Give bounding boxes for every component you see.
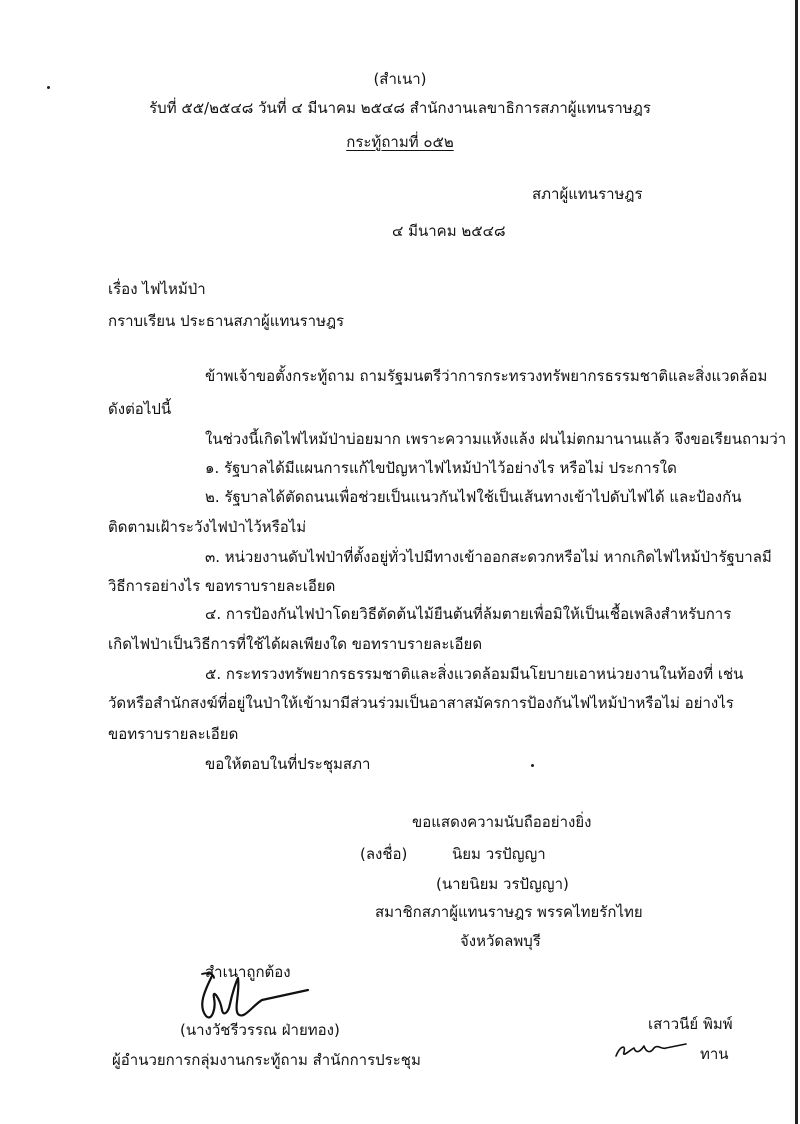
intro-line-1: ข้าพเจ้าขอตั้งกระทู้ถาม ถามรัฐมนตรีว่าการกระทรวงทรัพยากรธรรมชาติและสิ่งแวดล้อม xyxy=(205,367,768,385)
certification-label: สำเนาถูกต้อง xyxy=(205,963,291,981)
typist-name: เสาวนีย์ พิมพ์ xyxy=(648,1015,733,1033)
salutation: กราบเรียน ประธานสภาผู้แทนราษฎร xyxy=(108,312,345,330)
question-5-line-1: ๕. กระทรวงทรัพยากรธรรมชาติและสิ่งแวดล้อมมีนโยบายเอาหน่วยงานในท้องที่ เช่น xyxy=(205,665,744,683)
question-3-line-2: วิธีการอย่างไร ขอทราบรายละเอียด xyxy=(108,577,336,595)
checker-label: ทาน xyxy=(700,1045,729,1063)
question-3-line-1: ๓. หน่วยงานดับไฟป่าที่ตั้งอยู่ทั่วไปมีทางเข้าออกสะดวกหรือไม่ หากเกิดไฟไหม้ป่ารัฐบาลมี xyxy=(205,548,772,566)
question-1: ๑. รัฐบาลได้มีแผนการแก้ไขปัญหาไฟไหม้ป่าไว้อย่างไร หรือไม่ ประการใด xyxy=(205,459,677,477)
subject: เรื่อง ไฟไหม้ป่า xyxy=(108,280,206,298)
received-line: รับที่ ๕๕/๒๕๔๘ วันที่ ๔ มีนาคม ๒๕๔๘ สำนักงานเลขาธิการสภาผู้แทนราษฎร xyxy=(149,99,651,117)
question-5-line-3: ขอทราบรายละเอียด xyxy=(108,725,239,743)
certifier-name: (นางวัชรีวรรณ ฝ่ายทอง) xyxy=(180,1021,340,1039)
checker-signature xyxy=(612,1040,694,1062)
question-4-line-2: เกิดไฟป่าเป็นวิธีการที่ใช้ได้ผลเพียงใด ขอทราบรายละเอียด xyxy=(108,635,483,653)
sender-place: สภาผู้แทนราษฎร xyxy=(532,185,643,203)
printed-name: (นายนิยม วรปัญญา) xyxy=(436,875,569,893)
certifier-signature xyxy=(190,968,320,1026)
intro-line-2: ดังต่อไปนี้ xyxy=(108,400,172,418)
question-2-line-2: ติดตามเฝ้าระวังไฟป่าไว้หรือไม่ xyxy=(108,518,307,536)
page-edge-line xyxy=(795,0,798,1124)
answer-request: ขอให้ตอบในที่ประชุมสภา xyxy=(205,755,371,773)
signed-label: (ลงชื่อ) xyxy=(360,845,408,863)
scan-speck xyxy=(531,764,534,767)
scan-speck xyxy=(47,86,50,89)
closing-regards: ขอแสดงความนับถืออย่างยิ่ง xyxy=(412,813,592,831)
question-2-line-1: ๒. รัฐบาลได้ตัดถนนเพื่อช่วยเป็นแนวกันไฟใช้เป็นเส้นทางเข้าไปดับไฟได้ และป้องกัน xyxy=(205,488,742,506)
member-province: จังหวัดลพบุรี xyxy=(460,932,541,950)
document-date: ๔ มีนาคม ๒๕๔๘ xyxy=(392,222,506,240)
member-position: สมาชิกสภาผู้แทนราษฎร พรรคไทยรักไทย xyxy=(375,903,643,921)
signed-name: นิยม วรปัญญา xyxy=(452,845,546,863)
question-5-line-2: วัดหรือสำนักสงฆ์ที่อยู่ในป่าให้เข้ามามีส่วนร่วมเป็นอาสาสมัครการป้องกันไฟไหม้ป่าหรือไม่ อย่างไร xyxy=(108,694,734,712)
question-4-line-1: ๔. การป้องกันไฟป่าโดยวิธีตัดต้นไม้ยืนต้นที่ล้มตายเพื่อมิให้เป็นเชื้อเพลิงสำหรับการ xyxy=(205,605,732,623)
copy-label: (สำเนา) xyxy=(373,70,427,88)
question-number: กระทู้ถามที่ ๐๕๒ xyxy=(346,133,454,151)
context-line: ในช่วงนี้เกิดไฟไหม้ป่าบ่อยมาก เพราะความแห้งแล้ง ฝนไม่ตกมานานแล้ว จึงขอเรียนถามว่า xyxy=(205,430,787,448)
certifier-title: ผู้อำนวยการกลุ่มงานกระทู้ถาม สำนักการประชุม xyxy=(112,1051,421,1069)
